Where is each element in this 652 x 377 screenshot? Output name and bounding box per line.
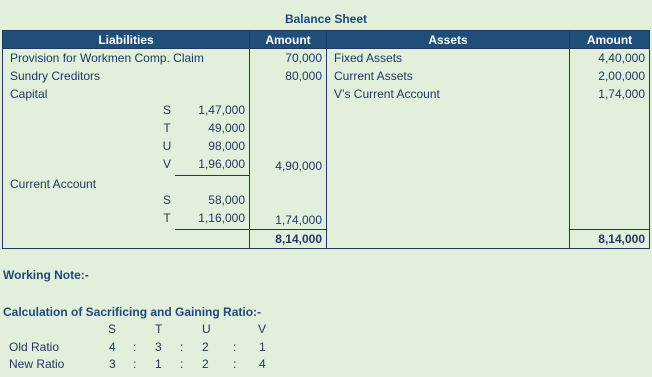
table-row xyxy=(3,85,650,103)
balance-sheet-title: Balance Sheet xyxy=(284,12,368,26)
ratio-separator: : xyxy=(180,357,184,371)
working-note-heading: Working Note:- xyxy=(3,268,89,282)
liability-amount: 70,000 xyxy=(250,49,327,68)
table-row xyxy=(3,121,650,139)
asset-amount: 1,74,000 xyxy=(570,85,650,103)
ratio-partner-u: U xyxy=(202,322,211,336)
table-row xyxy=(3,175,650,193)
new-ratio-label: New Ratio xyxy=(9,357,65,371)
new-ratio-value: 1 xyxy=(155,357,162,371)
table-row xyxy=(3,139,650,157)
total-row xyxy=(3,230,650,249)
liability-label: Provision for Workmen Comp. Claim xyxy=(3,49,250,68)
capital-total: 4,90,000 xyxy=(250,157,327,175)
asset-label: Fixed Assets xyxy=(327,49,570,68)
new-ratio-value: 2 xyxy=(202,357,209,371)
ratio-separator: : xyxy=(233,357,237,371)
table-row xyxy=(3,103,650,121)
old-ratio-value: 3 xyxy=(155,340,162,354)
new-ratio-value: 4 xyxy=(259,357,266,371)
liability-label: Current Account xyxy=(3,175,250,193)
table-row xyxy=(3,193,650,211)
old-ratio-value: 1 xyxy=(259,340,266,354)
liability-amount: 80,000 xyxy=(250,67,327,85)
table-row xyxy=(3,211,650,230)
liability-label: Capital xyxy=(3,85,250,103)
ratio-separator: : xyxy=(180,340,184,354)
table-row xyxy=(3,49,650,68)
ratio-separator: : xyxy=(133,357,137,371)
liability-label: Sundry Creditors xyxy=(3,67,250,85)
amount-header-left: Amount xyxy=(250,31,327,49)
new-ratio-value: 3 xyxy=(109,357,116,371)
old-ratio-value: 4 xyxy=(109,340,116,354)
current-account-total: 1,74,000 xyxy=(250,211,327,230)
capital-subitem: U 98,000 xyxy=(162,139,245,153)
ratio-partner-s: S xyxy=(108,322,117,336)
ratio-separator: : xyxy=(133,340,137,354)
old-ratio-value: 2 xyxy=(202,340,209,354)
capital-subitem: V 1,96,000 xyxy=(3,157,249,175)
old-ratio-label: Old Ratio xyxy=(9,340,60,354)
capital-subitem: S 1,47,000 xyxy=(162,103,245,117)
table-row xyxy=(3,67,650,85)
table-header-row xyxy=(3,31,650,49)
calculation-heading: Calculation of Sacrificing and Gaining Ratio:- xyxy=(3,305,262,319)
capital-subitem: T 49,000 xyxy=(163,121,245,135)
ratio-partner-v: V xyxy=(258,322,267,336)
ratio-partner-t: T xyxy=(155,322,163,336)
liabilities-header: Liabilities xyxy=(3,31,250,49)
current-subitem: T 1,16,000 xyxy=(3,211,249,229)
ratio-separator: : xyxy=(233,340,237,354)
table-row xyxy=(3,157,650,175)
balance-sheet-table xyxy=(2,30,650,249)
asset-amount: 2,00,000 xyxy=(570,67,650,85)
liabilities-total: 8,14,000 xyxy=(250,230,327,249)
asset-label: V’s Current Account xyxy=(327,85,570,103)
assets-total: 8,14,000 xyxy=(570,230,650,249)
assets-header: Assets xyxy=(327,31,570,49)
current-subitem: S 58,000 xyxy=(162,193,245,207)
amount-header-right: Amount xyxy=(570,31,650,49)
asset-amount: 4,40,000 xyxy=(570,49,650,68)
asset-label: Current Assets xyxy=(327,67,570,85)
